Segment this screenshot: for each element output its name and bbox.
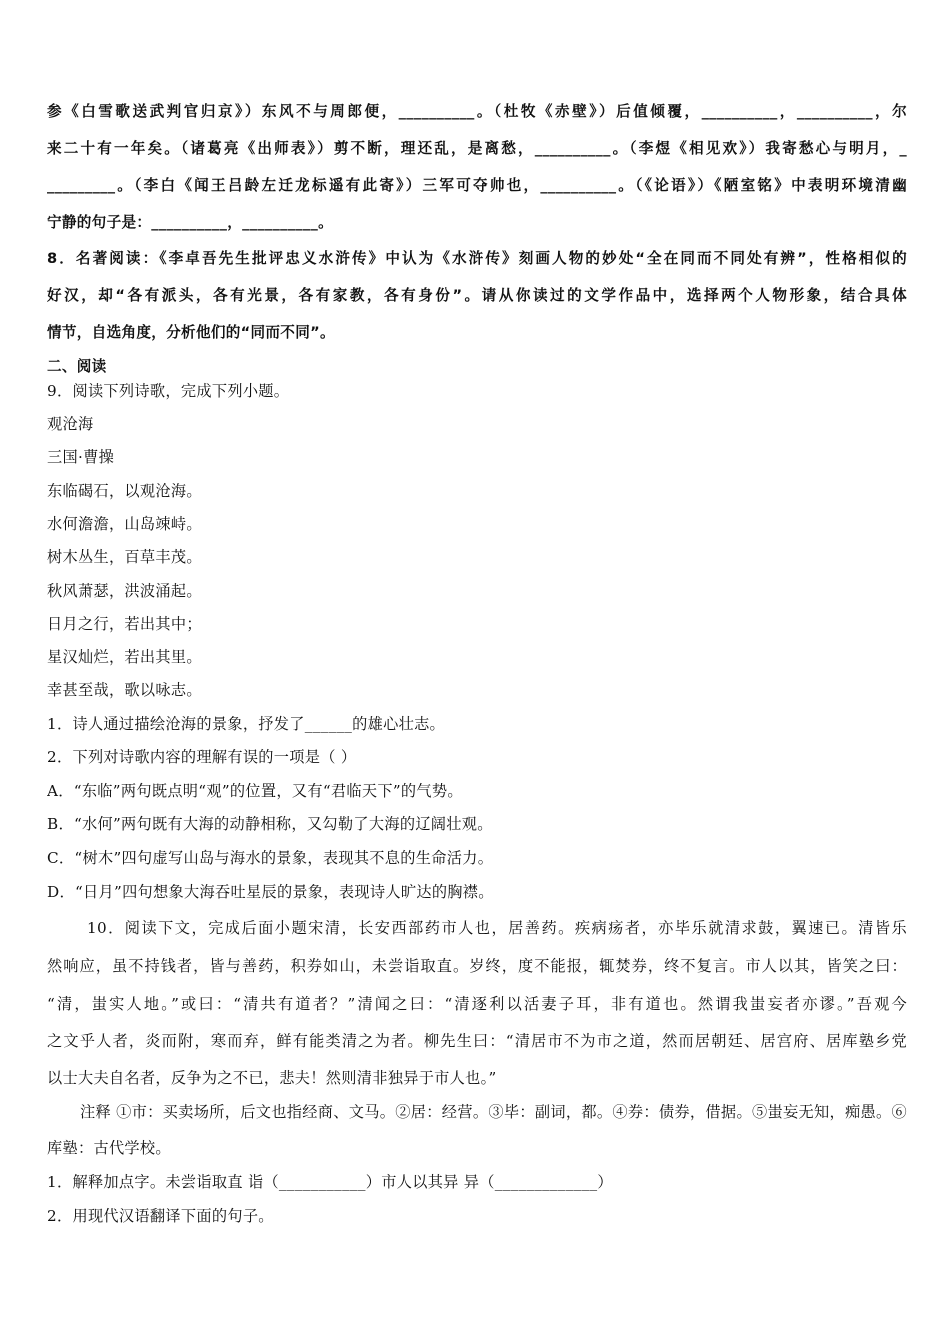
q9-sub-question-2: 2．下列对诗歌内容的理解有误的一项是（ ） xyxy=(47,748,357,766)
annotation-line-2: 库塾：古代学校。 xyxy=(47,1139,171,1157)
q7-line-3: _________。（李白《闻王吕龄左迁龙标遥有此寄》）三军可夺帅也，__________。（《论语》）《陋室铭》中表明环境清幽 xyxy=(47,177,907,194)
q7-line-4: 宁静的句子是：__________，__________。 xyxy=(47,214,333,231)
poem-line: 树木丛生，百草丰茂。 xyxy=(47,548,202,566)
poem-line: 幸甚至哉，歌以咏志。 xyxy=(47,681,202,699)
q7-line-1: 参《白雪歌送武判官归京》）东风不与周郎便，__________。（杜牧《赤壁》）后值倾覆，__________，__________，尔 xyxy=(47,103,907,120)
option-d: D．“日月”四句想象大海吞吐星辰的景象，表现诗人旷达的胸襟。 xyxy=(47,883,494,901)
q10-sub-question-1: 1．解释加点字。未尝诣取直 诣（___________）市人以其异 异（_____________） xyxy=(47,1173,613,1191)
q10-line-3: “清，蚩实人地。”或曰：“清共有道者？”清闻之曰：“清逐利以活妻子耳，非有道也。然谓我蚩妄者亦谬。”吾观今 xyxy=(47,995,907,1013)
poem-author: 三国·曹操 xyxy=(47,448,115,466)
poem-line: 东临碣石，以观沧海。 xyxy=(47,482,202,500)
poem-line: 秋风萧瑟，洪波涌起。 xyxy=(47,582,202,600)
option-a: A．“东临”两句既点明“观”的位置，又有“君临天下”的气势。 xyxy=(47,782,463,800)
q10-sub-question-2: 2．用现代汉语翻译下面的句子。 xyxy=(47,1207,274,1225)
poem-line: 水何澹澹，山岛竦峙。 xyxy=(47,515,202,533)
q10-line-4: 之文乎人者，炎而附，寒而弃，鲜有能类清之为者。柳先生曰：“清居市不为市之道，然而居朝廷、居宫府、居库塾乡党 xyxy=(47,1032,907,1050)
q8-line-1: 8．名著阅读：《李卓吾先生批评忠义水浒传》中认为《水浒传》刻画人物的妙处“全在同而不同处有辨”，性格相似的 xyxy=(47,250,907,267)
q8-line-3: 情节，自选角度，分析他们的“同而不同”。 xyxy=(47,324,335,341)
poem-title: 观沧海 xyxy=(47,415,94,433)
option-b: B．“水何”两句既有大海的动静相称，又勾勒了大海的辽阔壮观。 xyxy=(47,815,493,833)
q10-line-2: 然响应，虽不持钱者，皆与善药，积券如山，未尝诣取直。岁终，度不能报，辄焚券，终不复言。市人以其，皆笑之曰： xyxy=(47,957,907,975)
q9-intro: 9．阅读下列诗歌，完成下列小题。 xyxy=(47,382,290,400)
q10-line-5: 以士大夫自名者，反争为之不已，悲夫！然则清非独异于市人也。” xyxy=(47,1069,497,1087)
q7-line-2: 来二十有一年矣。（诸葛亮《出师表》）剪不断，理还乱，是离愁，__________。（李煜《相见欢》）我寄愁心与明月，_ xyxy=(47,140,907,157)
poem-line: 星汉灿烂，若出其里。 xyxy=(47,648,202,666)
poem-line: 日月之行，若出其中； xyxy=(47,615,202,633)
q10-line-1: 10．阅读下文，完成后面小题宋清，长安西部药市人也，居善药。疾病疡者，亦毕乐就清求鼓，翼速已。清皆乐 xyxy=(87,919,907,937)
q9-sub-question-1: 1．诗人通过描绘沧海的景象，抒发了______的雄心壮志。 xyxy=(47,715,446,733)
q8-line-2: 好汉，却“各有派头，各有光景，各有家教，各有身份”。请从你读过的文学作品中，选择两个人物形象，结合具体 xyxy=(47,287,907,304)
annotation-line-1: 注释 ①市：买卖场所，后文也指经商、文马。②居：经营。③毕：副词，都。④券：债券，借据。⑤蚩妄无知，痴愚。⑥ xyxy=(80,1103,907,1121)
section-heading: 二、阅读 xyxy=(47,358,107,375)
option-c: C．“树木”四句虚写山岛与海水的景象，表现其不息的生命活力。 xyxy=(47,849,494,867)
